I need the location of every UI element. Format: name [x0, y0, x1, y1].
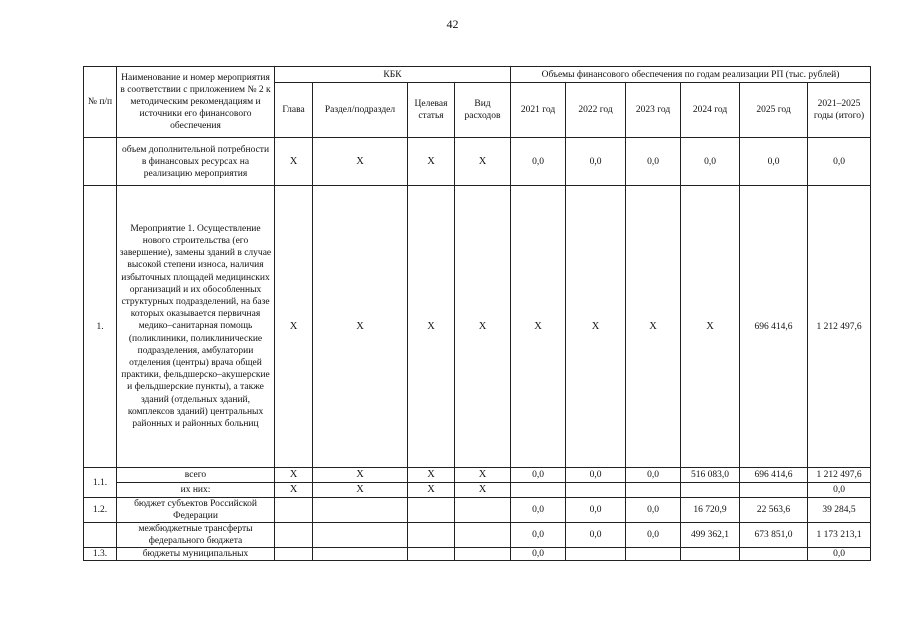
table-row — [84, 523, 871, 548]
header-year-col: 2021 год — [511, 83, 566, 138]
row-year-cell: X — [566, 186, 626, 468]
row-year-cell: 0,0 — [511, 498, 566, 523]
row-year-cell: 22 563,6 — [740, 498, 808, 523]
row-year-cell: 0,0 — [681, 138, 740, 186]
header-name: Наименование и номер мероприятия в соответствии с приложением № 2 к методическим рекомендациям и источники его финансового обеспечения — [117, 67, 275, 138]
row-year-cell: 0,0 — [626, 468, 681, 483]
table-row — [84, 483, 871, 498]
row-year-cell: 0,0 — [740, 138, 808, 186]
row-kbk-cell: X — [313, 468, 408, 483]
row-kbk-cell — [275, 498, 313, 523]
row-name: всего — [117, 468, 275, 483]
row-name: объем дополнительной потребности в финансовых ресурсах на реализацию мероприятия — [117, 138, 275, 186]
header-kbk-col: Целевая статья — [408, 83, 455, 138]
header-year-col: 2024 год — [681, 83, 740, 138]
row-name: бюджеты муниципальных — [117, 548, 275, 561]
row-name: бюджет субъектов Российской Федерации — [117, 498, 275, 523]
row-kbk-cell — [313, 548, 408, 561]
row-kbk-cell: X — [455, 468, 511, 483]
row-year-cell: 0,0 — [511, 523, 566, 548]
header-year-col: 2022 год — [566, 83, 626, 138]
header-kbk-col: Раздел/подраздел — [313, 83, 408, 138]
table-row — [84, 498, 871, 523]
header-kbk: КБК — [275, 67, 511, 83]
table-row — [84, 138, 871, 186]
row-year-cell — [566, 548, 626, 561]
row-kbk-cell: X — [408, 138, 455, 186]
row-year-cell — [626, 548, 681, 561]
row-kbk-cell: X — [275, 138, 313, 186]
header-num: № п/п — [84, 67, 117, 138]
row-kbk-cell — [313, 498, 408, 523]
financing-table — [83, 66, 871, 561]
page-number: 42 — [446, 17, 459, 31]
row-year-cell: 1 212 497,6 — [808, 186, 871, 468]
row-kbk-cell: X — [313, 483, 408, 498]
row-year-cell: 696 414,6 — [740, 468, 808, 483]
row-year-cell: X — [681, 186, 740, 468]
header-kbk-col: Глава — [275, 83, 313, 138]
row-year-cell: 0,0 — [626, 523, 681, 548]
row-kbk-cell — [275, 548, 313, 561]
row-kbk-cell: X — [455, 138, 511, 186]
row-name: межбюджетные трансферты федерального бюджета — [117, 523, 275, 548]
row-year-cell: 1 173 213,1 — [808, 523, 871, 548]
header-year-col: 2023 год — [626, 83, 681, 138]
row-kbk-cell: X — [455, 483, 511, 498]
table-row — [84, 186, 871, 468]
row-year-cell: 673 851,0 — [740, 523, 808, 548]
row-kbk-cell: X — [275, 483, 313, 498]
row-year-cell: 0,0 — [808, 138, 871, 186]
row-kbk-cell — [408, 498, 455, 523]
header-year-col: 2021–2025 годы (итого) — [808, 83, 871, 138]
row-year-cell: 0,0 — [626, 138, 681, 186]
row-year-cell: 0,0 — [566, 523, 626, 548]
row-year-cell: X — [626, 186, 681, 468]
row-kbk-cell: X — [455, 186, 511, 468]
row-year-cell — [511, 483, 566, 498]
header-kbk-col: Вид расходов — [455, 83, 511, 138]
row-year-cell: 1 212 497,6 — [808, 468, 871, 483]
row-num — [84, 138, 117, 186]
row-year-cell: 0,0 — [511, 468, 566, 483]
row-year-cell: 0,0 — [511, 138, 566, 186]
row-year-cell: 0,0 — [808, 483, 871, 498]
row-kbk-cell: X — [408, 483, 455, 498]
row-kbk-cell: X — [275, 186, 313, 468]
row-kbk-cell: X — [408, 468, 455, 483]
row-num: 1.1. — [84, 468, 117, 498]
row-year-cell: 0,0 — [808, 548, 871, 561]
row-kbk-cell: X — [313, 186, 408, 468]
row-num: 1. — [84, 186, 117, 468]
row-kbk-cell: X — [275, 468, 313, 483]
row-kbk-cell: X — [408, 186, 455, 468]
row-kbk-cell — [455, 523, 511, 548]
row-year-cell: 0,0 — [566, 468, 626, 483]
header-volumes: Объемы финансового обеспечения по годам реализации РП (тыс. рублей) — [511, 67, 871, 83]
row-year-cell: 0,0 — [566, 498, 626, 523]
row-name: Мероприятие 1. Осуществление нового строительства (его завершение), замены зданий в случае высокой степени износа, наличия избыточных площадей медицинских организаций и их обособленных структурных подразделений, на базе которых оказывается первичная медико–санитарная помощь (поликлиники, поликлинические подразделения, амбулатории отделения (центры) врача общей практики, фельдшерско–акушерские и фельдшерские пункты), а также зданий (отдельных зданий, комплексов зданий) центральных районных и районных больниц — [117, 186, 275, 468]
row-year-cell: 39 284,5 — [808, 498, 871, 523]
header-row-1 — [84, 67, 871, 83]
row-kbk-cell — [408, 548, 455, 561]
header-year-col: 2025 год — [740, 83, 808, 138]
row-year-cell: 16 720,9 — [681, 498, 740, 523]
row-num: 1.2. — [84, 498, 117, 523]
row-year-cell — [681, 548, 740, 561]
row-num — [84, 523, 117, 548]
row-year-cell — [566, 483, 626, 498]
row-kbk-cell — [313, 523, 408, 548]
row-year-cell — [740, 483, 808, 498]
row-year-cell — [681, 483, 740, 498]
row-year-cell: 0,0 — [626, 498, 681, 523]
row-year-cell — [626, 483, 681, 498]
row-year-cell: 499 362,1 — [681, 523, 740, 548]
row-year-cell: 0,0 — [511, 548, 566, 561]
row-year-cell — [740, 548, 808, 561]
row-year-cell: 696 414,6 — [740, 186, 808, 468]
table-row — [84, 548, 871, 561]
table-row — [84, 468, 871, 483]
row-kbk-cell — [275, 523, 313, 548]
row-num: 1.3. — [84, 548, 117, 561]
row-kbk-cell: X — [313, 138, 408, 186]
row-year-cell: 516 083,0 — [681, 468, 740, 483]
row-year-cell: 0,0 — [566, 138, 626, 186]
row-kbk-cell — [455, 498, 511, 523]
row-year-cell: X — [511, 186, 566, 468]
row-kbk-cell — [455, 548, 511, 561]
row-kbk-cell — [408, 523, 455, 548]
row-name: их них: — [117, 483, 275, 498]
